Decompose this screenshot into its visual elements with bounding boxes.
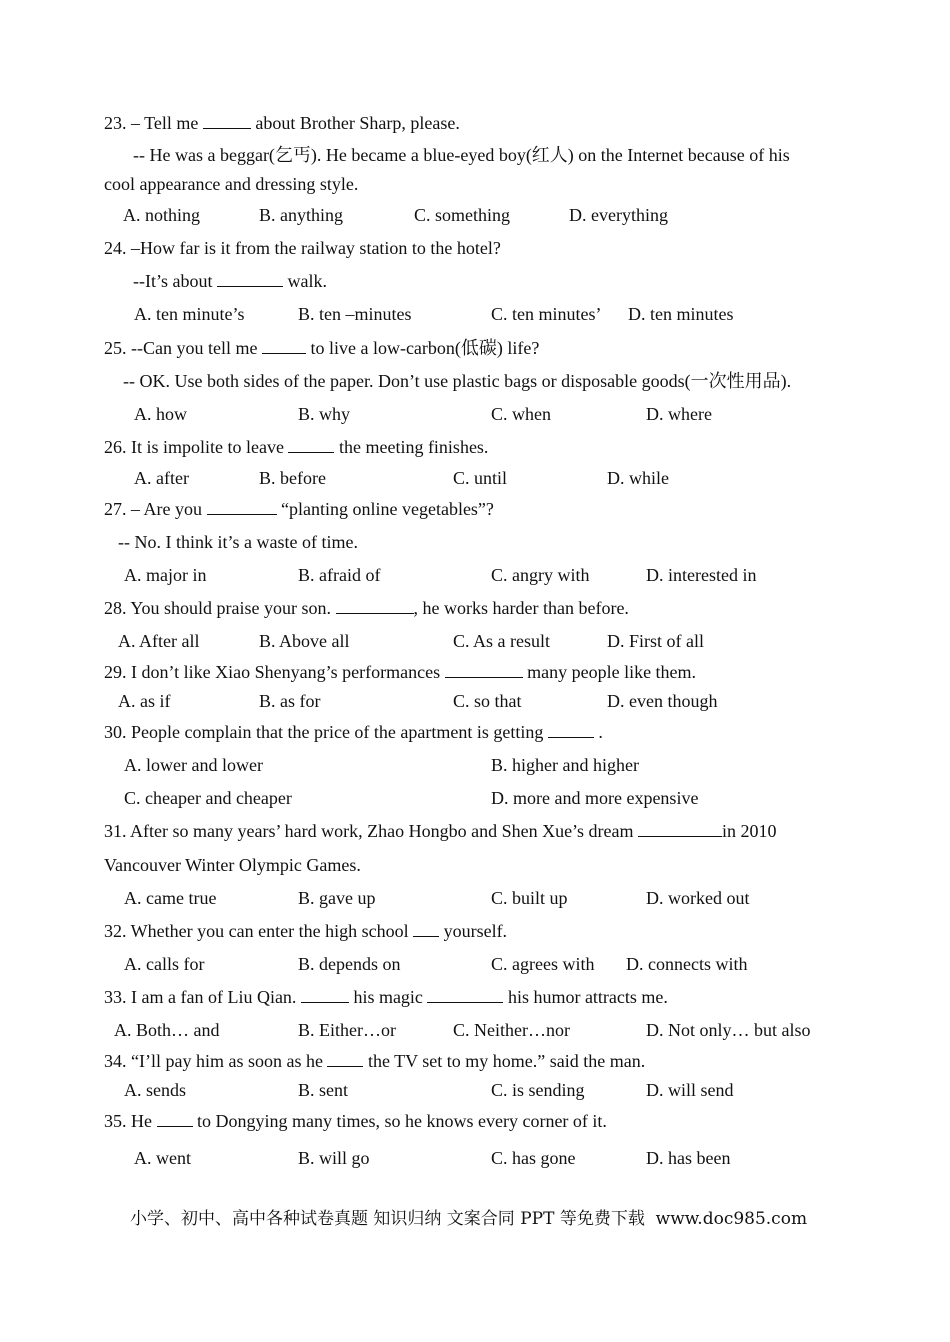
option-b: B. depends on xyxy=(298,954,401,974)
question-25-line2: -- OK. Use both sides of the paper. Don’t use plastic bags or disposable goods(一次性用品). xyxy=(123,371,792,391)
option-a: A. After all xyxy=(118,631,200,651)
question-24-stem: 24. –How far is it from the railway station to the hotel? xyxy=(104,238,501,258)
option-a: A. lower and lower xyxy=(124,755,263,775)
option-d: D. while xyxy=(607,468,669,488)
option-a: A. came true xyxy=(124,888,217,908)
question-28-stem: 28. You should praise your son. , he works harder than before. xyxy=(104,598,629,618)
option-d: D. has been xyxy=(646,1148,731,1168)
option-c: C. so that xyxy=(453,691,522,711)
footer-text: 小学、初中、高中各种试卷真题 知识归纳 文案合同 PPT 等免费下载 xyxy=(130,1209,645,1229)
option-c: C. As a result xyxy=(453,631,550,651)
answer-blank xyxy=(207,498,277,515)
answer-blank xyxy=(638,820,722,837)
option-a: A. calls for xyxy=(124,954,205,974)
option-c: C. ten minutes’ xyxy=(491,304,602,324)
option-c: C. is sending xyxy=(491,1080,585,1100)
question-34-stem: 34. “I’ll pay him as soon as he the TV set to my home.” said the man. xyxy=(104,1051,646,1071)
question-33-stem: 33. I am a fan of Liu Qian. his magic his humor attracts me. xyxy=(104,987,668,1007)
option-b: B. why xyxy=(298,404,351,424)
question-23-line3: cool appearance and dressing style. xyxy=(104,174,359,194)
option-a: A. nothing xyxy=(123,205,201,225)
answer-blank xyxy=(427,986,503,1003)
option-b: B. ten –minutes xyxy=(298,304,412,324)
answer-blank xyxy=(548,721,594,738)
option-d: D. more and more expensive xyxy=(491,788,699,808)
option-b: B. will go xyxy=(298,1148,370,1168)
option-a: A. as if xyxy=(118,691,171,711)
option-a: A. went xyxy=(134,1148,191,1168)
question-35-stem: 35. He to Dongying many times, so he knows every corner of it. xyxy=(104,1111,607,1131)
option-c: C. angry with xyxy=(491,565,590,585)
option-d: D. Not only… but also xyxy=(646,1020,811,1040)
question-24-line2: --It’s about walk. xyxy=(133,271,327,291)
answer-blank xyxy=(262,337,306,354)
option-d: D. everything xyxy=(569,205,668,225)
option-d: D. ten minutes xyxy=(628,304,734,324)
option-d: D. First of all xyxy=(607,631,704,651)
option-b: B. Either…or xyxy=(298,1020,396,1040)
answer-blank xyxy=(203,112,251,129)
question-30-stem: 30. People complain that the price of the apartment is getting . xyxy=(104,722,603,742)
option-a: A. ten minute’s xyxy=(134,304,245,324)
option-b: B. as for xyxy=(259,691,321,711)
option-c: C. until xyxy=(453,468,508,488)
question-31-stem: 31. After so many years’ hard work, Zhao Hongbo and Shen Xue’s dream in 2010 xyxy=(104,821,777,841)
question-32-stem: 32. Whether you can enter the high school yourself. xyxy=(104,921,508,941)
answer-blank xyxy=(157,1110,193,1127)
answer-blank xyxy=(413,920,439,937)
answer-blank xyxy=(217,270,283,287)
option-b: B. higher and higher xyxy=(491,755,639,775)
option-a: A. sends xyxy=(124,1080,186,1100)
footer-url[interactable]: www.doc985.com xyxy=(655,1209,808,1229)
option-d: D. worked out xyxy=(646,888,750,908)
question-25-stem: 25. --Can you tell me to live a low-carbon(低碳) life? xyxy=(104,338,540,358)
answer-blank xyxy=(445,661,523,678)
option-a: A. after xyxy=(134,468,189,488)
answer-blank xyxy=(327,1050,363,1067)
option-d: D. interested in xyxy=(646,565,757,585)
option-c: C. when xyxy=(491,404,551,424)
question-23-line2: -- He was a beggar(乞丐). He became a blue-eyed boy(红人) on the Internet because of his xyxy=(133,145,790,165)
answer-blank xyxy=(288,436,334,453)
option-b: B. before xyxy=(259,468,326,488)
answer-blank xyxy=(336,597,414,614)
option-b: B. gave up xyxy=(298,888,376,908)
option-d: D. where xyxy=(646,404,712,424)
option-c: C. agrees with xyxy=(491,954,595,974)
option-a: A. Both… and xyxy=(114,1020,220,1040)
option-d: D. even though xyxy=(607,691,718,711)
option-b: B. sent xyxy=(298,1080,349,1100)
option-a: A. how xyxy=(134,404,187,424)
question-26-stem: 26. It is impolite to leave the meeting finishes. xyxy=(104,437,489,457)
answer-blank xyxy=(301,986,349,1003)
question-29-stem: 29. I don’t like Xiao Shenyang’s performances many people like them. xyxy=(104,662,697,682)
option-b: B. anything xyxy=(259,205,343,225)
option-c: C. Neither…nor xyxy=(453,1020,570,1040)
option-a: A. major in xyxy=(124,565,207,585)
option-b: B. afraid of xyxy=(298,565,381,585)
option-c: C. cheaper and cheaper xyxy=(124,788,292,808)
question-27-stem: 27. – Are you “planting online vegetables”? xyxy=(104,499,494,519)
option-c: C. something xyxy=(414,205,511,225)
question-31-line2: Vancouver Winter Olympic Games. xyxy=(104,855,361,875)
page-footer xyxy=(130,1204,807,1229)
option-d: D. connects with xyxy=(626,954,748,974)
option-c: C. built up xyxy=(491,888,568,908)
question-23-stem: 23. – Tell me about Brother Sharp, please. xyxy=(104,113,460,133)
question-27-line2: -- No. I think it’s a waste of time. xyxy=(118,532,358,552)
option-c: C. has gone xyxy=(491,1148,576,1168)
option-b: B. Above all xyxy=(259,631,350,651)
option-d: D. will send xyxy=(646,1080,734,1100)
